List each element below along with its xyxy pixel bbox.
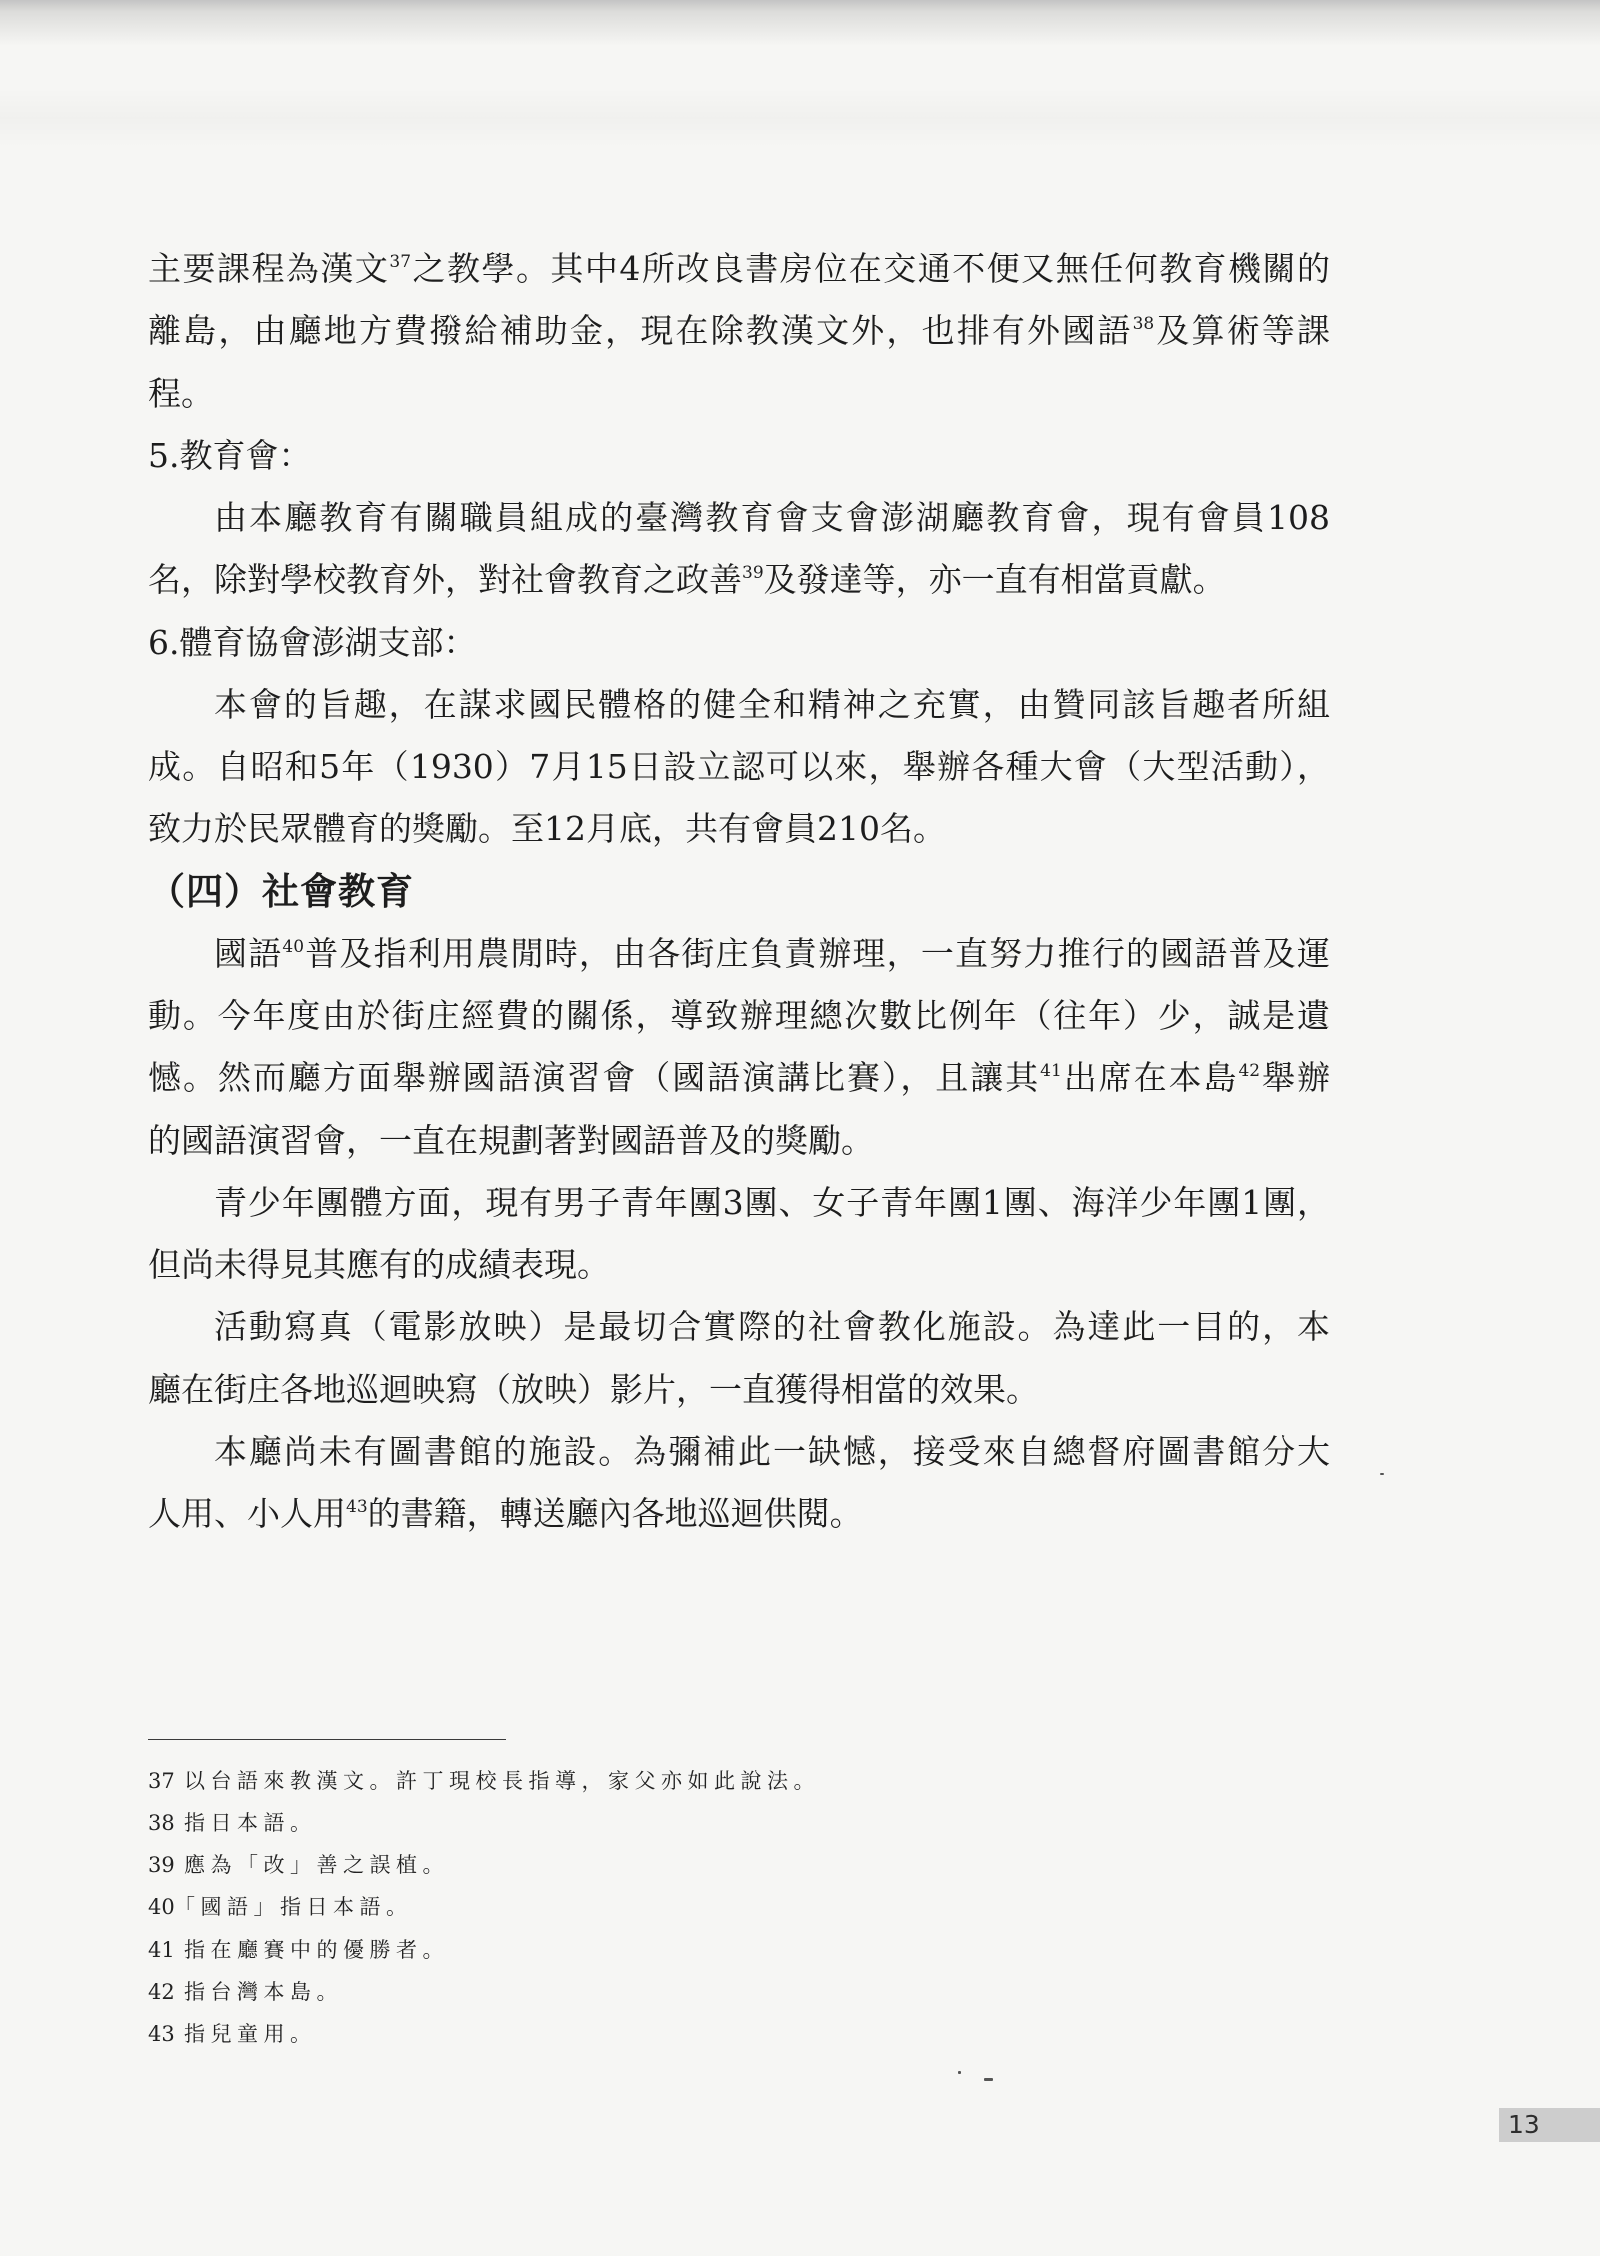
- item-heading-text: 6.體育協會澎湖支部：: [148, 622, 477, 662]
- text-run: 青少年團體方面，現有男子青年團3團、女子青年團1團、海洋少年團1團，: [214, 1182, 1330, 1222]
- body-line: [148, 736, 1330, 798]
- text-run: 動。今年度由於街庄經費的關係，導致辦理總次數比例年（往年）少，誠是遺: [148, 996, 1330, 1035]
- body-line: [148, 1359, 1330, 1421]
- text-run: 本會的旨趣，在謀求國民體格的健全和精神之充實，由贊同該旨趣者所組: [214, 684, 1330, 724]
- footnote-39: [148, 1844, 1048, 1886]
- text-run: 憾。然而廳方面舉辦國語演習會（國語演講比賽），且讓其: [148, 1058, 1041, 1098]
- footnote-text: 以台語來教漢文。許丁現校長指導，家父亦如此說法。: [184, 1769, 820, 1793]
- footnote-number: 42: [148, 1979, 175, 2004]
- footnote-number: 38: [148, 1811, 175, 1836]
- body-line: [148, 1234, 1330, 1296]
- scan-shadow-top: [0, 0, 1600, 46]
- text-run: 但尚未得見其應有的成績表現。: [148, 1245, 610, 1284]
- text-run: 之教學。其中4所改良書房位在交通不便又無任何教育機關的: [411, 249, 1330, 288]
- footnote-text: 「國語」指日本語。: [174, 1895, 413, 1920]
- text-run: 國語: [214, 933, 283, 973]
- body-line: [148, 487, 1330, 549]
- body-line: [148, 1421, 1330, 1483]
- text-run: 活動寫真（電影放映）是最切合實際的社會教化施設。為達此一目的，本: [214, 1307, 1330, 1347]
- footnote-text: 應為「改」善之誤植。: [184, 1853, 449, 1878]
- footnotes: [148, 1760, 1048, 2055]
- text-run: 程。: [148, 373, 214, 413]
- footnote-number: 40: [148, 1895, 175, 1920]
- text-run: 及算術等課: [1154, 311, 1330, 351]
- text-run: 由本廳教育有關職員組成的臺灣教育會支會澎湖廳教育會，現有會員108: [214, 498, 1330, 537]
- text-run: 的國語演習會，一直在規劃著對國語普及的獎勵。: [148, 1120, 874, 1160]
- body-line: [148, 1483, 1330, 1545]
- text-run: 離島，由廳地方費撥給補助金，現在除教漢文外，也排有外國語: [148, 311, 1133, 351]
- text-run: 致力於民眾體育的獎勵。至12月底，共有會員210名。: [148, 809, 946, 849]
- footnote-number: 43: [148, 2021, 175, 2046]
- text-run: 成。自昭和5年（1930）7月15日設立認可以來，舉辦各種大會（大型活動），: [148, 747, 1330, 786]
- page-number-box: [1499, 2108, 1600, 2142]
- text-run: 普及指利用農閒時，由各街庄負責辦理，一直努力推行的國語普及運: [304, 933, 1330, 973]
- main-text: [148, 238, 1330, 1545]
- body-line: [148, 363, 1330, 425]
- footnote-ref: 43: [346, 1497, 368, 1517]
- footnote-text: 指在廳賽中的優勝者。: [184, 1937, 449, 1962]
- text-run: 本廳尚未有圖書館的施設。為彌補此一缺憾，接受來自總督府圖書館分大: [214, 1431, 1330, 1471]
- body-line: [148, 1047, 1330, 1109]
- body-line: [148, 1296, 1330, 1358]
- section-heading: [148, 861, 1330, 923]
- footnote-41: [148, 1929, 1048, 1971]
- page-number: 13: [1508, 2110, 1540, 2139]
- scan-smear: [0, 88, 1600, 148]
- text-run: 出席在本島: [1061, 1058, 1239, 1098]
- text-run: 名，除對學校教育外，對社會教育之政善: [148, 560, 742, 600]
- text-run: 廳在街庄各地巡迴映寫（放映）影片，一直獲得相當的效果。: [148, 1369, 1039, 1409]
- text-run: 的書籍，轉送廳內各地巡迴供閱。: [367, 1494, 863, 1533]
- footnote-text: 指台灣本島。: [184, 1979, 343, 2004]
- footnote-40: [148, 1886, 1048, 1928]
- footnote-number: 39: [148, 1853, 175, 1878]
- body-line: [148, 1110, 1330, 1172]
- item-heading-text: 5.教育會：: [148, 435, 312, 475]
- body-line: [148, 238, 1330, 300]
- scan-speck: [958, 2071, 961, 2074]
- body-line: [148, 674, 1330, 736]
- footnote-text: 指日本語。: [184, 1811, 317, 1836]
- scan-speck: [984, 2078, 993, 2081]
- text-run: 及發達等，亦一直有相當貢獻。: [763, 560, 1226, 600]
- footnote-ref: 40: [282, 936, 305, 957]
- footnote-ref: 41: [1040, 1061, 1062, 1082]
- footnote-ref: 37: [389, 252, 412, 272]
- footnote-text: 指兒童用。: [184, 2021, 317, 2046]
- footnote-42: [148, 1971, 1048, 2013]
- text-run: 舉辦: [1260, 1058, 1330, 1098]
- body-line: [148, 1172, 1330, 1234]
- footnote-ref: 38: [1132, 314, 1155, 335]
- footnote-divider: [148, 1739, 506, 1740]
- text-run: 人用、小人用: [148, 1494, 346, 1533]
- section-heading-text: （四）社會教育: [148, 869, 414, 913]
- item-heading: [148, 612, 1330, 674]
- footnote-43: [148, 2013, 1048, 2055]
- footnote-37: [148, 1760, 1048, 1802]
- body-line: [148, 923, 1330, 985]
- text-run: 主要課程為漢文: [148, 249, 390, 288]
- body-line: [148, 985, 1330, 1047]
- body-line: [148, 798, 1330, 860]
- footnote-ref: 42: [1238, 1061, 1261, 1082]
- body-line: [148, 549, 1330, 611]
- footnote-number: 41: [148, 1937, 175, 1962]
- footnote-number: 37: [148, 1769, 175, 1793]
- scan-speck: [1380, 1473, 1384, 1475]
- body-line: [148, 300, 1330, 362]
- footnote-38: [148, 1802, 1048, 1844]
- item-heading: [148, 425, 1330, 487]
- footnote-ref: 39: [742, 563, 764, 584]
